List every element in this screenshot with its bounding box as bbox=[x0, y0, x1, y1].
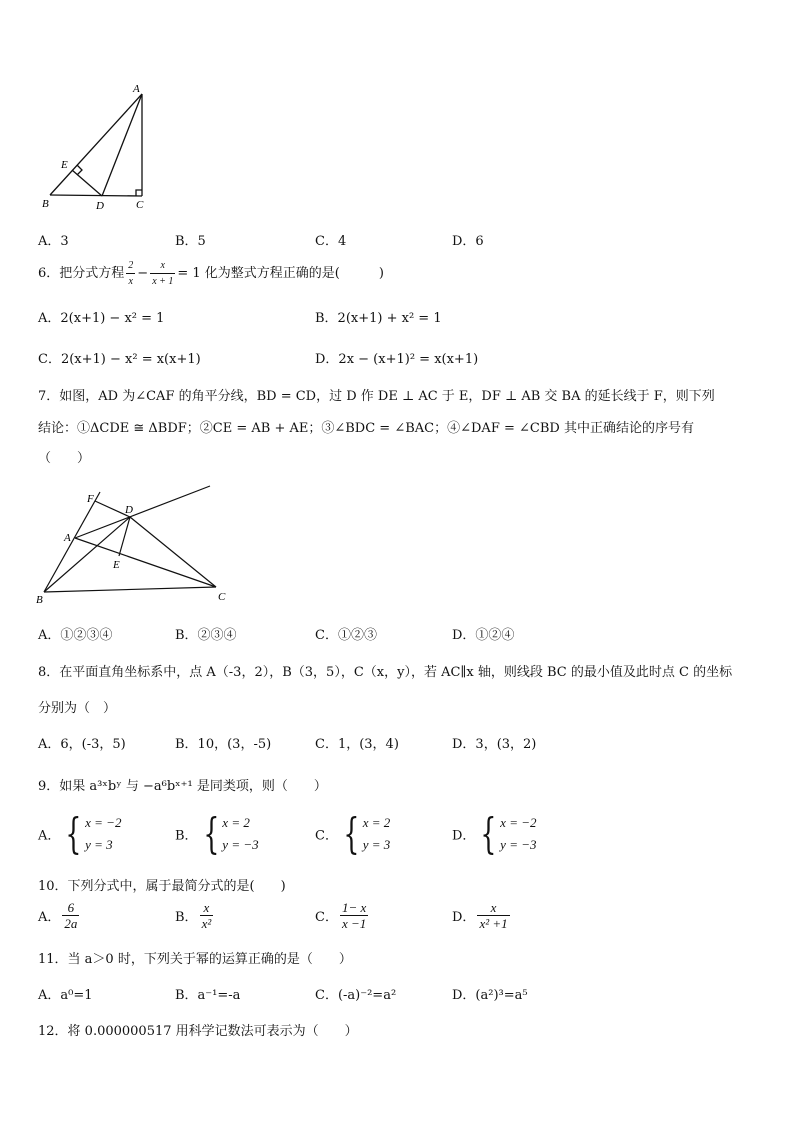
q8-option-b[interactable]: B．10，(3，-5) bbox=[175, 737, 272, 752]
brace-icon: { bbox=[343, 809, 360, 858]
q5-option-b[interactable]: B．5 bbox=[175, 234, 206, 249]
q7-label-a: A bbox=[64, 532, 71, 544]
q8-stem-line-2: 分别为（ ） bbox=[38, 701, 117, 716]
q5-option-c[interactable]: C．4 bbox=[315, 234, 347, 249]
q10-option-b[interactable] bbox=[175, 900, 215, 931]
q10-option-c[interactable] bbox=[315, 900, 370, 931]
q5-label-d: D bbox=[96, 200, 104, 212]
q8-option-d[interactable]: D．3，(3，2) bbox=[452, 737, 537, 752]
q9-b-eq1: x = 2 bbox=[222, 815, 250, 830]
q7-label-d: D bbox=[125, 504, 133, 516]
q5-label-b: B bbox=[42, 198, 49, 210]
q6-option-b[interactable]: B．2(x+1) + x² = 1 bbox=[315, 311, 442, 326]
q9-a-eq1: x = −2 bbox=[85, 815, 122, 830]
q9-option-a[interactable] bbox=[38, 809, 122, 858]
q10-option-d-label: D． bbox=[452, 910, 476, 925]
q9-option-c[interactable] bbox=[315, 809, 391, 858]
q7-label-c: C bbox=[218, 591, 226, 603]
q6-fraction-2: $\frac{x}{x + 1}$ bbox=[152, 260, 174, 287]
q5-option-a[interactable]: A．3 bbox=[38, 234, 69, 249]
q6-stem-suffix: = 1 化为整式方程正确的是( ) bbox=[177, 266, 384, 281]
q9-b-eq2: y = −3 bbox=[222, 837, 259, 852]
q11-stem: 11．当 a＞0 时，下列关于幂的运算正确的是（ ） bbox=[38, 952, 352, 967]
q12-stem: 12．将 0.000000517 用科学记数法可表示为（ ） bbox=[38, 1024, 358, 1039]
q9-c-eq1: x = 2 bbox=[362, 815, 391, 830]
q9-option-b[interactable] bbox=[175, 809, 259, 858]
q9-option-a-label: A． bbox=[38, 828, 61, 844]
q9-a-eq2: y = 3 bbox=[85, 837, 113, 852]
brace-icon: { bbox=[202, 809, 219, 858]
q7-stem-line-1: 7．如图，AD 为∠CAF 的角平分线，BD = CD，过 D 作 DE ⊥ AC 于 E，DF ⊥ AB 交 BA 的延长线于 F，则下列 bbox=[38, 389, 715, 404]
q9-d-eq1: x = −2 bbox=[500, 815, 537, 830]
q10-d-fraction: $\frac{x}{\text{x² +1}}$ bbox=[479, 900, 508, 931]
q11-option-b[interactable]: B．a⁻¹=-a bbox=[175, 988, 241, 1003]
q6-option-c[interactable]: C．2(x+1) − x² = x(x+1) bbox=[38, 352, 201, 367]
q10-option-a-label: A． bbox=[38, 910, 61, 925]
q7-stem-line-2: 结论：①ΔCDE ≅ ΔBDF；②CE = AB + AE；③∠BDC = ∠BAC；④∠DAF = ∠CBD 其中正确结论的序号有 bbox=[38, 421, 694, 436]
q10-stem: 10．下列分式中，属于最简分式的是( ) bbox=[38, 879, 286, 894]
q7-option-a[interactable]: A．①②③④ bbox=[38, 628, 113, 643]
q6-stem: 6．把分式方程 $\frac{2}{x}$ − $\frac{x}{x + 1}$ = 1 化为整式方程正确的是( ) bbox=[38, 260, 384, 287]
q7-label-f: F bbox=[87, 493, 94, 505]
q7-stem-line-3: （ ） bbox=[38, 451, 91, 466]
q11-option-a[interactable]: A．a⁰=1 bbox=[38, 988, 93, 1003]
q9-option-d-label: D． bbox=[452, 828, 476, 844]
brace-icon: { bbox=[480, 809, 497, 858]
q5-option-d[interactable]: D．6 bbox=[452, 234, 484, 249]
q6-option-a[interactable]: A．2(x+1) − x² = 1 bbox=[38, 311, 165, 326]
q9-stem: 9．如果 a³ˣbʸ 与 −a⁶bˣ⁺¹ 是同类项，则（ ） bbox=[38, 779, 327, 794]
q10-option-a[interactable] bbox=[38, 900, 81, 931]
q7-geometry-figure bbox=[30, 480, 226, 610]
q10-a-fraction: $\frac{6}{2a}$ bbox=[64, 900, 78, 931]
q8-option-c[interactable]: C．1，(3，4) bbox=[315, 737, 399, 752]
q9-option-c-label: C． bbox=[315, 828, 338, 844]
q5-label-e: E bbox=[61, 159, 68, 171]
q7-option-b[interactable]: B．②③④ bbox=[175, 628, 237, 643]
q7-label-b: B bbox=[36, 594, 43, 606]
q11-option-c[interactable]: C．(-a)⁻²=a² bbox=[315, 988, 397, 1003]
q10-option-d[interactable] bbox=[452, 900, 512, 931]
q9-d-eq2: y = −3 bbox=[500, 837, 537, 852]
q9-option-b-label: B． bbox=[175, 828, 198, 844]
q9-c-eq2: y = 3 bbox=[362, 837, 391, 852]
q8-stem-line-1: 8．在平面直角坐标系中，点 A（-3，2），B（3，5），C（x，y），若 AC∥x 轴，则线段 BC 的最小值及此时点 C 的坐标 bbox=[38, 665, 733, 680]
q7-label-e: E bbox=[113, 559, 120, 571]
q5-label-a: A bbox=[133, 83, 140, 95]
q6-stem-prefix: 6．把分式方程 bbox=[38, 266, 125, 281]
q7-option-c[interactable]: C．①②③ bbox=[315, 628, 377, 643]
q10-option-b-label: B． bbox=[175, 910, 198, 925]
q10-c-fraction: $\frac{1- x}{x -1}$ bbox=[341, 900, 367, 931]
q6-option-d[interactable]: D．2x − (x+1)² = x(x+1) bbox=[315, 352, 479, 367]
q10-option-c-label: C． bbox=[315, 910, 338, 925]
brace-icon: { bbox=[65, 809, 82, 858]
q11-option-d[interactable]: D．(a²)³=a⁵ bbox=[452, 988, 528, 1003]
q8-option-a[interactable]: A．6，(-3，5) bbox=[38, 737, 126, 752]
q5-label-c: C bbox=[136, 199, 144, 211]
q7-option-d[interactable]: D．①②④ bbox=[452, 628, 515, 643]
q5-triangle-figure bbox=[30, 80, 160, 215]
q6-fraction-1: $\frac{2}{x}$ bbox=[128, 260, 134, 287]
q9-option-d[interactable] bbox=[452, 809, 537, 858]
q10-b-fraction: $\frac{x}{\text{x²}}$ bbox=[201, 900, 212, 931]
